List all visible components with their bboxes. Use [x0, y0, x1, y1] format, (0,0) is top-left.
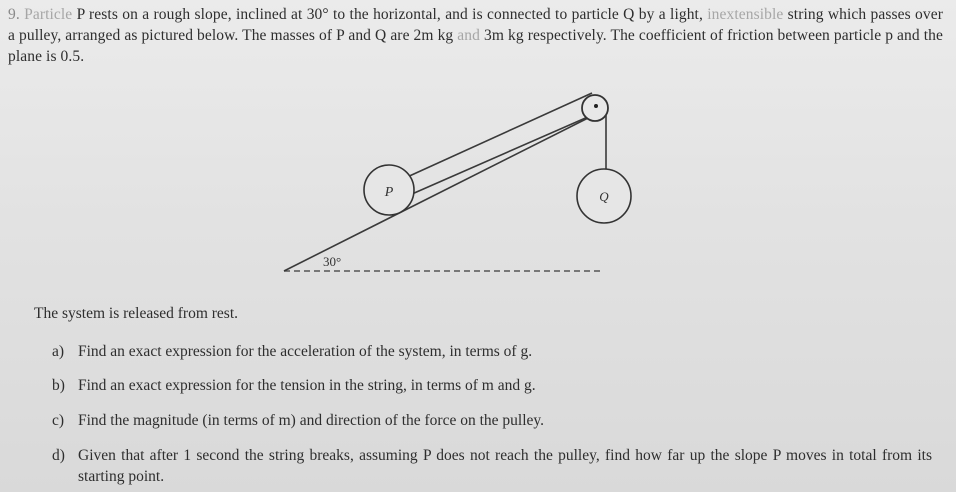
pulley-wheel	[582, 95, 608, 121]
part-b	[52, 375, 932, 396]
part-d	[52, 445, 932, 487]
part-b-text: Find an exact expression for the tension in the string, in terms of m and g.	[78, 377, 536, 394]
question-number: 9.	[8, 6, 20, 23]
part-a-text: Find an exact expression for the acceleration of the system, in terms of g.	[78, 343, 533, 360]
part-d-label: d)	[52, 447, 65, 464]
part-a	[52, 341, 932, 362]
question-line-3: 3m kg respectively. The coefficient of friction between particle p and the plane is 0.5.	[8, 27, 943, 65]
slope-line	[284, 114, 596, 271]
part-c-label: c)	[52, 412, 65, 429]
particle-q-label: Q	[599, 189, 609, 204]
particle-p-label: P	[384, 185, 394, 200]
question-faded-word-1: Particle	[24, 6, 73, 23]
part-a-label: a)	[52, 343, 65, 360]
part-c-text: Find the magnitude (in terms of m) and direction of the force on the pulley.	[78, 412, 545, 429]
part-d-text: Given that after 1 second the string breaks, assuming P does not reach the pulley, find how far up the slope P moves in total from its starting point.	[78, 447, 932, 485]
released-statement: The system is released from rest.	[34, 305, 239, 322]
part-c	[52, 410, 932, 431]
question-line-1: P rests on a rough slope, inclined at 30° to the horizontal, and is connected to particle Q by a light,	[76, 6, 703, 23]
string-upper	[405, 93, 592, 178]
angle-label: 30°	[323, 254, 342, 269]
part-b-label: b)	[52, 377, 65, 394]
question-faded-word-2: inextensible	[707, 6, 784, 23]
question-line-2: string which passes over a pulley, arranged as pictured below. The masses of P and Q are 2m kg	[8, 6, 944, 44]
question-faded-word-3: and	[457, 27, 480, 44]
string-lower	[412, 116, 590, 194]
pulley-axle-dot	[594, 104, 598, 108]
